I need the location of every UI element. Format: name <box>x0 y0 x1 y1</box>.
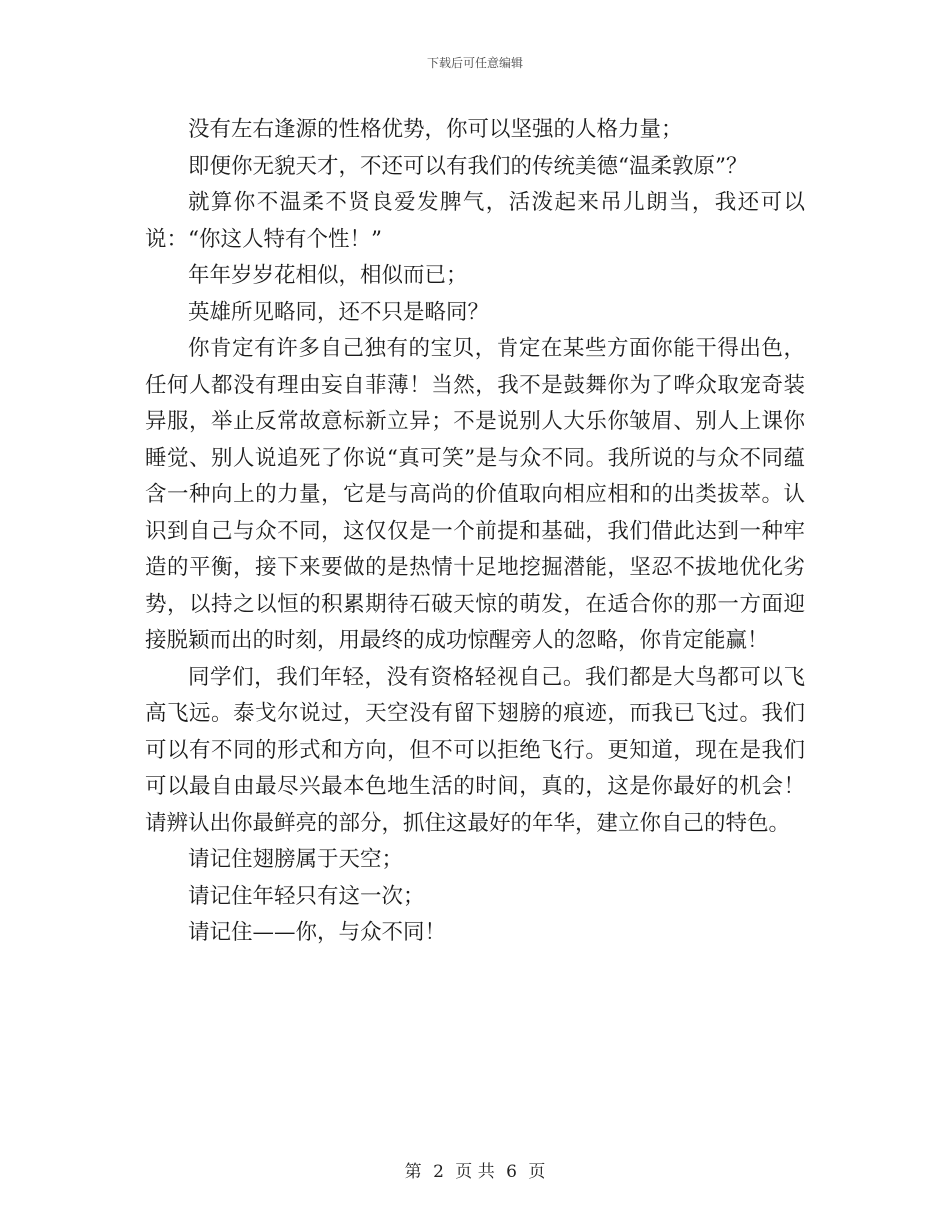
paragraph-3: 就算你不温柔不贤良爱发脾气，活泼起来吊儿朗当，我还可以说：“你这人特有个性！” <box>145 190 805 252</box>
paragraph-10: 请记住——你，与众不同！ <box>188 920 447 945</box>
document-body <box>145 112 805 952</box>
paragraph-6: 你肯定有许多自己独有的宝贝，肯定在某些方面你能干得出色，任何人都没有理由妄自菲薄！当然，我不是鼓舞你为了哗众取宠奇装异服，举止反常故意标新立异；不是说别人大乐你皱眉、别人上课你睡觉、别人说追死了你说“真可笑”是与众不同。我所说的与众不同蕴含一种向上的力量，它是与高尚的价值取向相应相和的出类拔萃。认识到自己与众不同，这仅仅是一个前提和基础，我们借此达到一种牢造的平衡，接下来要做的是热情十足地挖掘潜能，坚忍不拔地优化劣势，以持之以恒的积累期待石破天惊的萌发，在适合你的那一方面迎接脱颖而出的时刻，用最终的成功惊醒旁人的忽略，你肯定能赢！ <box>145 336 805 653</box>
paragraph-8: 请记住翅膀属于天空； <box>188 847 404 872</box>
header-text: 下载后可任意编辑 <box>426 56 523 70</box>
paragraph-4: 年年岁岁花相似，相似而已； <box>188 263 468 288</box>
paragraph-7: 同学们，我们年轻，没有资格轻视自己。我们都是大鸟都可以飞高飞远。泰戈尔说过，天空没有留下翅膀的痕迹，而我已飞过。我们可以有不同的形式和方向，但不可以拒绝飞行。更知道，现在是我们可以最自由最尽兴最本色地生活的时间，真的，这是你最好的机会！请辨认出你最鲜亮的部分，抓住这最好的年华，建立你自己的特色。 <box>145 664 805 836</box>
footer-suffix: 页 <box>528 1162 546 1182</box>
footer-middle: 页 共 <box>455 1162 495 1182</box>
footer-total-pages: 6 <box>506 1162 517 1182</box>
paragraph-9: 请记住年轻只有这一次； <box>188 883 425 909</box>
page-footer <box>0 1157 950 1182</box>
page-header <box>0 54 950 71</box>
paragraph-5: 英雄所见略同，还不只是略同？ <box>188 299 490 325</box>
paragraph-2: 即便你无貌天才，不还可以有我们的传统美德“温柔敦原”？ <box>188 153 748 179</box>
footer-prefix: 第 <box>404 1162 422 1182</box>
footer-page-number: 2 <box>433 1162 444 1182</box>
paragraph-1: 没有左右逢源的性格优势，你可以坚强的人格力量； <box>188 117 683 142</box>
